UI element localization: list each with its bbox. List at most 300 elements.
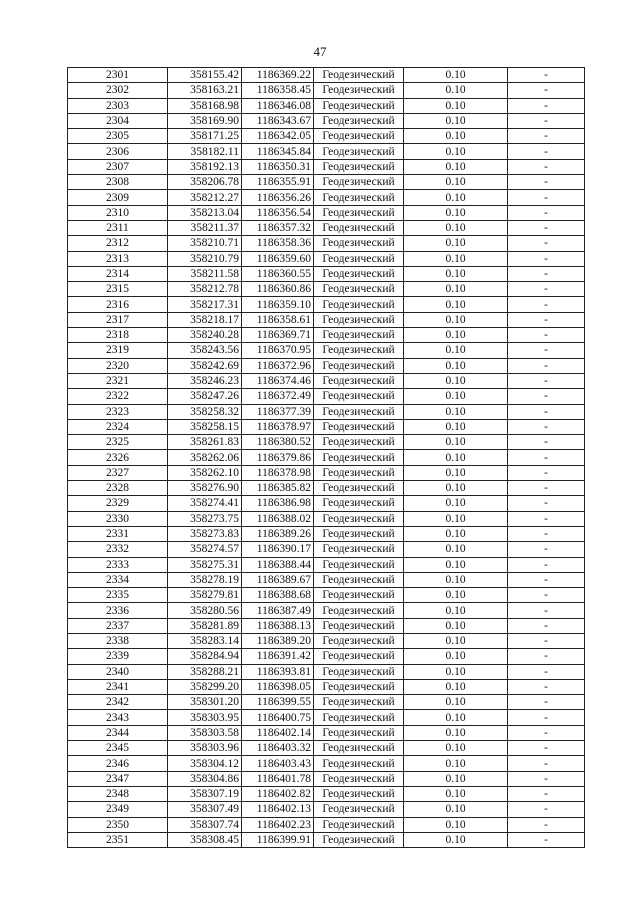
y-coordinate-cell: 1186389.67 xyxy=(242,572,314,587)
accuracy-cell: 0.10 xyxy=(404,328,508,343)
point-number-cell: 2346 xyxy=(68,756,168,771)
table-row xyxy=(68,802,585,817)
note-cell: - xyxy=(508,832,585,847)
table-row xyxy=(68,129,585,144)
table-row xyxy=(68,817,585,832)
table-row xyxy=(68,511,585,526)
table-row xyxy=(68,756,585,771)
note-cell: - xyxy=(508,511,585,526)
point-number-cell: 2337 xyxy=(68,618,168,633)
note-cell: - xyxy=(508,190,585,205)
y-coordinate-cell: 1186372.96 xyxy=(242,358,314,373)
table-row xyxy=(68,68,585,83)
note-cell: - xyxy=(508,618,585,633)
x-coordinate-cell: 358211.58 xyxy=(168,266,242,281)
accuracy-cell: 0.10 xyxy=(404,220,508,235)
method-cell: Геодезический xyxy=(314,465,404,480)
table-row xyxy=(68,190,585,205)
method-cell: Геодезический xyxy=(314,618,404,633)
accuracy-cell: 0.10 xyxy=(404,786,508,801)
x-coordinate-cell: 358213.04 xyxy=(168,205,242,220)
point-number-cell: 2320 xyxy=(68,358,168,373)
method-cell: Геодезический xyxy=(314,404,404,419)
note-cell: - xyxy=(508,649,585,664)
x-coordinate-cell: 358281.89 xyxy=(168,618,242,633)
y-coordinate-cell: 1186391.42 xyxy=(242,649,314,664)
method-cell: Геодезический xyxy=(314,190,404,205)
y-coordinate-cell: 1186343.67 xyxy=(242,113,314,128)
accuracy-cell: 0.10 xyxy=(404,266,508,281)
point-number-cell: 2340 xyxy=(68,664,168,679)
y-coordinate-cell: 1186359.10 xyxy=(242,297,314,312)
y-coordinate-cell: 1186369.22 xyxy=(242,68,314,83)
table-row xyxy=(68,695,585,710)
note-cell: - xyxy=(508,481,585,496)
note-cell: - xyxy=(508,113,585,128)
note-cell: - xyxy=(508,664,585,679)
point-number-cell: 2324 xyxy=(68,419,168,434)
accuracy-cell: 0.10 xyxy=(404,113,508,128)
table-row xyxy=(68,786,585,801)
y-coordinate-cell: 1186390.17 xyxy=(242,542,314,557)
accuracy-cell: 0.10 xyxy=(404,679,508,694)
x-coordinate-cell: 358206.78 xyxy=(168,175,242,190)
method-cell: Геодезический xyxy=(314,725,404,740)
method-cell: Геодезический xyxy=(314,450,404,465)
y-coordinate-cell: 1186389.26 xyxy=(242,526,314,541)
accuracy-cell: 0.10 xyxy=(404,389,508,404)
x-coordinate-cell: 358274.57 xyxy=(168,542,242,557)
method-cell: Геодезический xyxy=(314,526,404,541)
point-number-cell: 2305 xyxy=(68,129,168,144)
method-cell: Геодезический xyxy=(314,113,404,128)
x-coordinate-cell: 358299.20 xyxy=(168,679,242,694)
x-coordinate-cell: 358261.83 xyxy=(168,435,242,450)
x-coordinate-cell: 358288.21 xyxy=(168,664,242,679)
x-coordinate-cell: 358279.81 xyxy=(168,588,242,603)
method-cell: Геодезический xyxy=(314,511,404,526)
table-row xyxy=(68,435,585,450)
y-coordinate-cell: 1186403.43 xyxy=(242,756,314,771)
y-coordinate-cell: 1186346.08 xyxy=(242,98,314,113)
table-row xyxy=(68,771,585,786)
x-coordinate-cell: 358168.98 xyxy=(168,98,242,113)
note-cell: - xyxy=(508,404,585,419)
y-coordinate-cell: 1186399.55 xyxy=(242,695,314,710)
accuracy-cell: 0.10 xyxy=(404,343,508,358)
accuracy-cell: 0.10 xyxy=(404,618,508,633)
table-row xyxy=(68,603,585,618)
x-coordinate-cell: 358171.25 xyxy=(168,129,242,144)
accuracy-cell: 0.10 xyxy=(404,190,508,205)
page-number: 47 xyxy=(313,44,327,59)
point-number-cell: 2319 xyxy=(68,343,168,358)
x-coordinate-cell: 358210.71 xyxy=(168,236,242,251)
point-number-cell: 2333 xyxy=(68,557,168,572)
point-number-cell: 2334 xyxy=(68,572,168,587)
method-cell: Геодезический xyxy=(314,328,404,343)
table-row xyxy=(68,496,585,511)
accuracy-cell: 0.10 xyxy=(404,404,508,419)
table-row xyxy=(68,465,585,480)
note-cell: - xyxy=(508,710,585,725)
note-cell: - xyxy=(508,419,585,434)
accuracy-cell: 0.10 xyxy=(404,633,508,648)
method-cell: Геодезический xyxy=(314,572,404,587)
accuracy-cell: 0.10 xyxy=(404,664,508,679)
y-coordinate-cell: 1186379.86 xyxy=(242,450,314,465)
note-cell: - xyxy=(508,802,585,817)
point-number-cell: 2347 xyxy=(68,771,168,786)
accuracy-cell: 0.10 xyxy=(404,159,508,174)
y-coordinate-cell: 1186378.97 xyxy=(242,419,314,434)
note-cell: - xyxy=(508,389,585,404)
note-cell: - xyxy=(508,98,585,113)
x-coordinate-cell: 358308.45 xyxy=(168,832,242,847)
method-cell: Геодезический xyxy=(314,373,404,388)
point-number-cell: 2341 xyxy=(68,679,168,694)
table-row xyxy=(68,343,585,358)
accuracy-cell: 0.10 xyxy=(404,282,508,297)
note-cell: - xyxy=(508,633,585,648)
y-coordinate-cell: 1186402.23 xyxy=(242,817,314,832)
method-cell: Геодезический xyxy=(314,603,404,618)
x-coordinate-cell: 358192.13 xyxy=(168,159,242,174)
point-number-cell: 2310 xyxy=(68,205,168,220)
note-cell: - xyxy=(508,741,585,756)
point-number-cell: 2312 xyxy=(68,236,168,251)
y-coordinate-cell: 1186357.32 xyxy=(242,220,314,235)
table-row xyxy=(68,358,585,373)
point-number-cell: 2351 xyxy=(68,832,168,847)
y-coordinate-cell: 1186359.60 xyxy=(242,251,314,266)
note-cell: - xyxy=(508,450,585,465)
note-cell: - xyxy=(508,251,585,266)
method-cell: Геодезический xyxy=(314,679,404,694)
method-cell: Геодезический xyxy=(314,282,404,297)
point-number-cell: 2316 xyxy=(68,297,168,312)
point-number-cell: 2323 xyxy=(68,404,168,419)
table-row xyxy=(68,98,585,113)
x-coordinate-cell: 358212.27 xyxy=(168,190,242,205)
point-number-cell: 2330 xyxy=(68,511,168,526)
accuracy-cell: 0.10 xyxy=(404,832,508,847)
point-number-cell: 2304 xyxy=(68,113,168,128)
method-cell: Геодезический xyxy=(314,741,404,756)
x-coordinate-cell: 358163.21 xyxy=(168,83,242,98)
table-row xyxy=(68,159,585,174)
table-row xyxy=(68,557,585,572)
accuracy-cell: 0.10 xyxy=(404,450,508,465)
y-coordinate-cell: 1186399.91 xyxy=(242,832,314,847)
note-cell: - xyxy=(508,679,585,694)
y-coordinate-cell: 1186388.02 xyxy=(242,511,314,526)
table-row xyxy=(68,481,585,496)
x-coordinate-cell: 358275.31 xyxy=(168,557,242,572)
note-cell: - xyxy=(508,159,585,174)
table-row xyxy=(68,83,585,98)
x-coordinate-cell: 358242.69 xyxy=(168,358,242,373)
method-cell: Геодезический xyxy=(314,756,404,771)
accuracy-cell: 0.10 xyxy=(404,373,508,388)
note-cell: - xyxy=(508,817,585,832)
method-cell: Геодезический xyxy=(314,312,404,327)
point-number-cell: 2348 xyxy=(68,786,168,801)
table-row xyxy=(68,572,585,587)
x-coordinate-cell: 358273.75 xyxy=(168,511,242,526)
table-row xyxy=(68,312,585,327)
method-cell: Геодезический xyxy=(314,358,404,373)
method-cell: Геодезический xyxy=(314,68,404,83)
accuracy-cell: 0.10 xyxy=(404,312,508,327)
y-coordinate-cell: 1186360.86 xyxy=(242,282,314,297)
y-coordinate-cell: 1186345.84 xyxy=(242,144,314,159)
y-coordinate-cell: 1186370.95 xyxy=(242,343,314,358)
x-coordinate-cell: 358303.58 xyxy=(168,725,242,740)
y-coordinate-cell: 1186378.98 xyxy=(242,465,314,480)
table-row xyxy=(68,220,585,235)
y-coordinate-cell: 1186387.49 xyxy=(242,603,314,618)
x-coordinate-cell: 358258.32 xyxy=(168,404,242,419)
table-row xyxy=(68,419,585,434)
y-coordinate-cell: 1186377.39 xyxy=(242,404,314,419)
y-coordinate-cell: 1186380.52 xyxy=(242,435,314,450)
note-cell: - xyxy=(508,129,585,144)
note-cell: - xyxy=(508,236,585,251)
y-coordinate-cell: 1186355.91 xyxy=(242,175,314,190)
method-cell: Геодезический xyxy=(314,419,404,434)
point-number-cell: 2307 xyxy=(68,159,168,174)
point-number-cell: 2336 xyxy=(68,603,168,618)
table-row xyxy=(68,710,585,725)
note-cell: - xyxy=(508,695,585,710)
y-coordinate-cell: 1186400.75 xyxy=(242,710,314,725)
method-cell: Геодезический xyxy=(314,435,404,450)
table-row xyxy=(68,266,585,281)
note-cell: - xyxy=(508,220,585,235)
point-number-cell: 2342 xyxy=(68,695,168,710)
method-cell: Геодезический xyxy=(314,695,404,710)
point-number-cell: 2306 xyxy=(68,144,168,159)
method-cell: Геодезический xyxy=(314,159,404,174)
x-coordinate-cell: 358304.12 xyxy=(168,756,242,771)
accuracy-cell: 0.10 xyxy=(404,572,508,587)
y-coordinate-cell: 1186389.20 xyxy=(242,633,314,648)
point-number-cell: 2345 xyxy=(68,741,168,756)
x-coordinate-cell: 358307.19 xyxy=(168,786,242,801)
point-number-cell: 2301 xyxy=(68,68,168,83)
point-number-cell: 2317 xyxy=(68,312,168,327)
table-row xyxy=(68,113,585,128)
x-coordinate-cell: 358262.10 xyxy=(168,465,242,480)
accuracy-cell: 0.10 xyxy=(404,725,508,740)
method-cell: Геодезический xyxy=(314,343,404,358)
accuracy-cell: 0.10 xyxy=(404,129,508,144)
accuracy-cell: 0.10 xyxy=(404,144,508,159)
point-number-cell: 2321 xyxy=(68,373,168,388)
note-cell: - xyxy=(508,572,585,587)
accuracy-cell: 0.10 xyxy=(404,98,508,113)
x-coordinate-cell: 358262.06 xyxy=(168,450,242,465)
y-coordinate-cell: 1186398.05 xyxy=(242,679,314,694)
method-cell: Геодезический xyxy=(314,236,404,251)
table-row xyxy=(68,664,585,679)
note-cell: - xyxy=(508,725,585,740)
x-coordinate-cell: 358273.83 xyxy=(168,526,242,541)
note-cell: - xyxy=(508,68,585,83)
note-cell: - xyxy=(508,588,585,603)
table-row xyxy=(68,741,585,756)
point-number-cell: 2327 xyxy=(68,465,168,480)
accuracy-cell: 0.10 xyxy=(404,649,508,664)
x-coordinate-cell: 358303.95 xyxy=(168,710,242,725)
point-number-cell: 2303 xyxy=(68,98,168,113)
note-cell: - xyxy=(508,328,585,343)
table-row xyxy=(68,236,585,251)
y-coordinate-cell: 1186388.13 xyxy=(242,618,314,633)
y-coordinate-cell: 1186358.45 xyxy=(242,83,314,98)
note-cell: - xyxy=(508,465,585,480)
point-number-cell: 2339 xyxy=(68,649,168,664)
method-cell: Геодезический xyxy=(314,588,404,603)
accuracy-cell: 0.10 xyxy=(404,496,508,511)
accuracy-cell: 0.10 xyxy=(404,236,508,251)
accuracy-cell: 0.10 xyxy=(404,756,508,771)
y-coordinate-cell: 1186388.44 xyxy=(242,557,314,572)
point-number-cell: 2331 xyxy=(68,526,168,541)
y-coordinate-cell: 1186374.46 xyxy=(242,373,314,388)
y-coordinate-cell: 1186358.36 xyxy=(242,236,314,251)
accuracy-cell: 0.10 xyxy=(404,419,508,434)
y-coordinate-cell: 1186356.54 xyxy=(242,205,314,220)
point-number-cell: 2329 xyxy=(68,496,168,511)
table-row xyxy=(68,404,585,419)
accuracy-cell: 0.10 xyxy=(404,251,508,266)
x-coordinate-cell: 358307.49 xyxy=(168,802,242,817)
y-coordinate-cell: 1186369.71 xyxy=(242,328,314,343)
y-coordinate-cell: 1186358.61 xyxy=(242,312,314,327)
coordinates-table-body xyxy=(68,68,585,848)
table-row xyxy=(68,618,585,633)
x-coordinate-cell: 358247.26 xyxy=(168,389,242,404)
accuracy-cell: 0.10 xyxy=(404,358,508,373)
note-cell: - xyxy=(508,496,585,511)
method-cell: Геодезический xyxy=(314,649,404,664)
accuracy-cell: 0.10 xyxy=(404,542,508,557)
accuracy-cell: 0.10 xyxy=(404,481,508,496)
point-number-cell: 2311 xyxy=(68,220,168,235)
method-cell: Геодезический xyxy=(314,389,404,404)
method-cell: Геодезический xyxy=(314,297,404,312)
x-coordinate-cell: 358303.96 xyxy=(168,741,242,756)
note-cell: - xyxy=(508,756,585,771)
x-coordinate-cell: 358278.19 xyxy=(168,572,242,587)
accuracy-cell: 0.10 xyxy=(404,465,508,480)
accuracy-cell: 0.10 xyxy=(404,511,508,526)
x-coordinate-cell: 358182.11 xyxy=(168,144,242,159)
table-row xyxy=(68,542,585,557)
x-coordinate-cell: 358280.56 xyxy=(168,603,242,618)
method-cell: Геодезический xyxy=(314,266,404,281)
y-coordinate-cell: 1186356.26 xyxy=(242,190,314,205)
point-number-cell: 2350 xyxy=(68,817,168,832)
accuracy-cell: 0.10 xyxy=(404,68,508,83)
point-number-cell: 2328 xyxy=(68,481,168,496)
accuracy-cell: 0.10 xyxy=(404,802,508,817)
y-coordinate-cell: 1186350.31 xyxy=(242,159,314,174)
x-coordinate-cell: 358301.20 xyxy=(168,695,242,710)
note-cell: - xyxy=(508,435,585,450)
table-row xyxy=(68,679,585,694)
y-coordinate-cell: 1186402.82 xyxy=(242,786,314,801)
x-coordinate-cell: 358210.79 xyxy=(168,251,242,266)
table-row xyxy=(68,725,585,740)
table-row xyxy=(68,832,585,847)
table-row xyxy=(68,649,585,664)
table-row xyxy=(68,297,585,312)
point-number-cell: 2343 xyxy=(68,710,168,725)
accuracy-cell: 0.10 xyxy=(404,297,508,312)
x-coordinate-cell: 358276.90 xyxy=(168,481,242,496)
accuracy-cell: 0.10 xyxy=(404,603,508,618)
point-number-cell: 2325 xyxy=(68,435,168,450)
note-cell: - xyxy=(508,358,585,373)
method-cell: Геодезический xyxy=(314,144,404,159)
note-cell: - xyxy=(508,312,585,327)
method-cell: Геодезический xyxy=(314,83,404,98)
table-row xyxy=(68,144,585,159)
note-cell: - xyxy=(508,343,585,358)
y-coordinate-cell: 1186401.78 xyxy=(242,771,314,786)
accuracy-cell: 0.10 xyxy=(404,557,508,572)
table-row xyxy=(68,282,585,297)
y-coordinate-cell: 1186393.81 xyxy=(242,664,314,679)
note-cell: - xyxy=(508,786,585,801)
note-cell: - xyxy=(508,83,585,98)
table-row xyxy=(68,526,585,541)
note-cell: - xyxy=(508,205,585,220)
point-number-cell: 2309 xyxy=(68,190,168,205)
table-row xyxy=(68,328,585,343)
note-cell: - xyxy=(508,557,585,572)
method-cell: Геодезический xyxy=(314,542,404,557)
accuracy-cell: 0.10 xyxy=(404,175,508,190)
x-coordinate-cell: 358243.56 xyxy=(168,343,242,358)
note-cell: - xyxy=(508,297,585,312)
method-cell: Геодезический xyxy=(314,98,404,113)
method-cell: Геодезический xyxy=(314,220,404,235)
accuracy-cell: 0.10 xyxy=(404,435,508,450)
point-number-cell: 2338 xyxy=(68,633,168,648)
y-coordinate-cell: 1186342.05 xyxy=(242,129,314,144)
x-coordinate-cell: 358155.42 xyxy=(168,68,242,83)
note-cell: - xyxy=(508,282,585,297)
x-coordinate-cell: 358169.90 xyxy=(168,113,242,128)
method-cell: Геодезический xyxy=(314,205,404,220)
method-cell: Геодезический xyxy=(314,557,404,572)
table-row xyxy=(68,450,585,465)
x-coordinate-cell: 358212.78 xyxy=(168,282,242,297)
method-cell: Геодезический xyxy=(314,802,404,817)
point-number-cell: 2308 xyxy=(68,175,168,190)
accuracy-cell: 0.10 xyxy=(404,817,508,832)
x-coordinate-cell: 358258.15 xyxy=(168,419,242,434)
table-row xyxy=(68,633,585,648)
y-coordinate-cell: 1186386.98 xyxy=(242,496,314,511)
note-cell: - xyxy=(508,144,585,159)
y-coordinate-cell: 1186388.68 xyxy=(242,588,314,603)
point-number-cell: 2344 xyxy=(68,725,168,740)
